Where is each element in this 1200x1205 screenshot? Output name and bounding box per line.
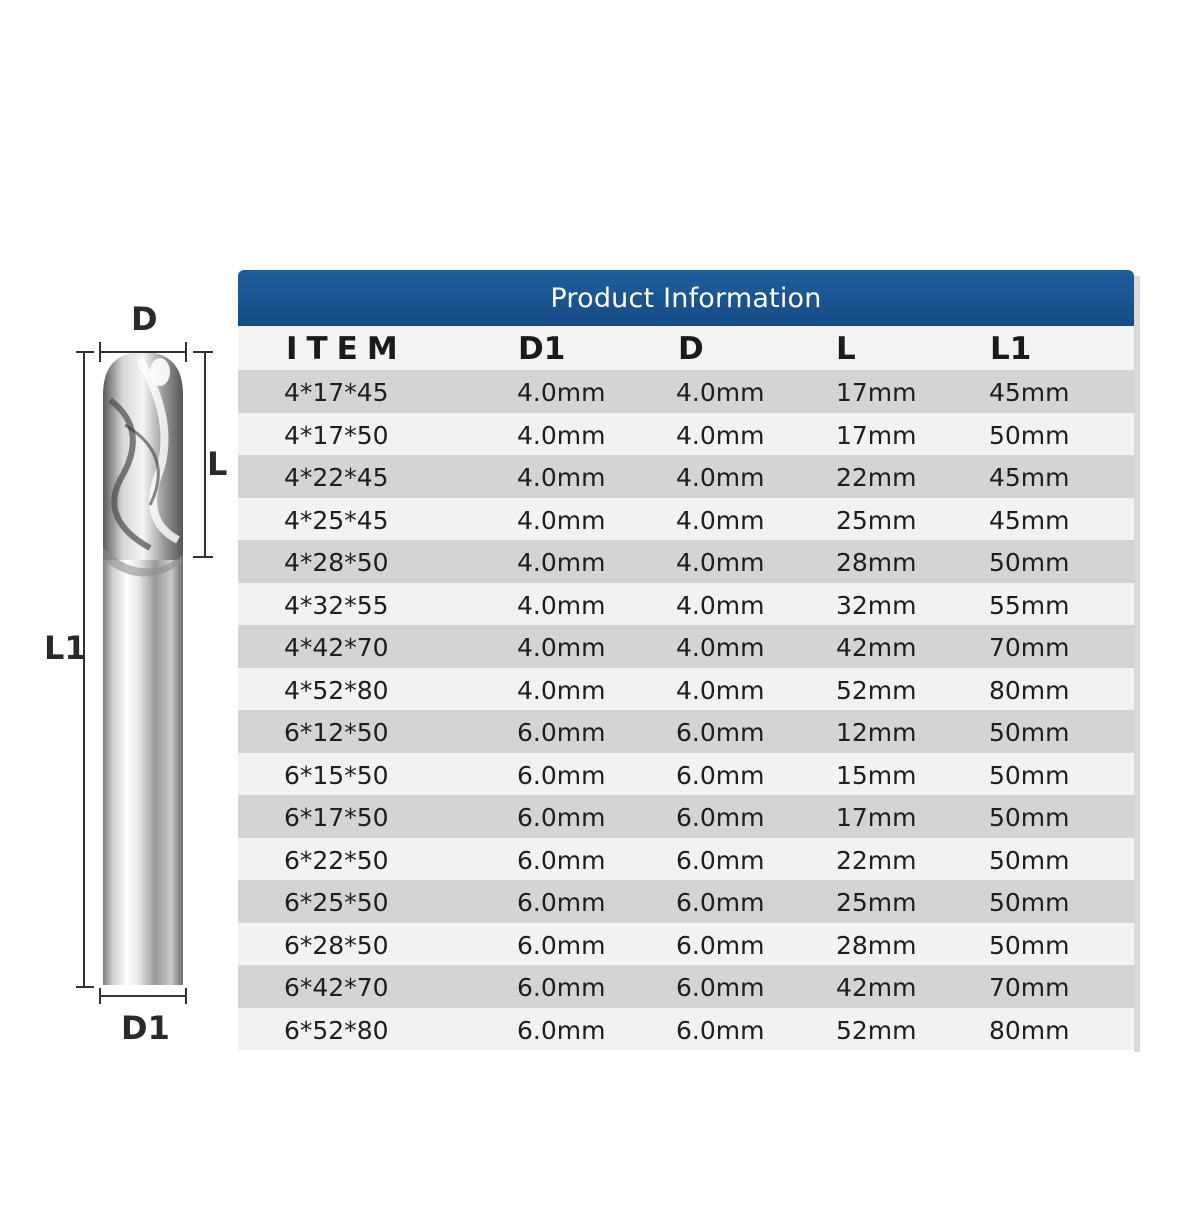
cell-l1: 50mm: [989, 718, 1070, 747]
column-header-item: ITEM: [286, 331, 407, 367]
cell-d1: 6.0mm: [517, 1015, 606, 1045]
column-header-d: D: [678, 331, 704, 367]
cell-item: 4*17*50: [284, 420, 389, 450]
cell-d: 6.0mm: [676, 845, 765, 875]
cell-d1: 4.0mm: [517, 378, 606, 407]
cell-l: 25mm: [836, 888, 917, 917]
cell-item: 6*12*50: [284, 718, 389, 747]
cell-l1: 50mm: [989, 760, 1070, 790]
cell-l: 12mm: [836, 718, 917, 747]
cell-item: 6*52*80: [284, 1015, 389, 1045]
cell-item: 4*17*45: [284, 378, 389, 407]
dimension-label-l: L: [207, 445, 228, 483]
cell-d: 6.0mm: [676, 718, 765, 747]
cell-item: 6*17*50: [284, 803, 389, 832]
cell-item: 6*25*50: [284, 888, 389, 917]
cell-l1: 50mm: [989, 930, 1070, 960]
table-row: [238, 583, 1134, 626]
column-header-row: [238, 326, 1134, 370]
cell-l: 42mm: [836, 633, 917, 662]
cell-l1: 70mm: [989, 973, 1070, 1002]
cell-item: 4*28*50: [284, 548, 389, 577]
cell-d: 6.0mm: [676, 803, 765, 832]
cell-l1: 50mm: [989, 845, 1070, 875]
cell-l1: 50mm: [989, 420, 1070, 450]
cell-l: 52mm: [836, 675, 917, 705]
end-mill-diagram: [0, 0, 240, 1200]
column-header-l: L: [836, 331, 856, 367]
cell-d1: 4.0mm: [517, 505, 606, 535]
cell-item: 4*25*45: [284, 505, 389, 535]
cell-l: 25mm: [836, 505, 917, 535]
cell-l1: 80mm: [989, 675, 1070, 705]
table-row: [238, 625, 1134, 668]
cell-l1: 80mm: [989, 1015, 1070, 1045]
cell-d: 4.0mm: [676, 590, 765, 620]
cell-d: 4.0mm: [676, 463, 765, 492]
cell-d: 4.0mm: [676, 633, 765, 662]
table-row: [238, 498, 1134, 541]
cell-d1: 4.0mm: [517, 548, 606, 577]
table-row: [238, 965, 1134, 1008]
table-row: [238, 413, 1134, 456]
table-shadow: [1134, 276, 1140, 1052]
cell-d1: 4.0mm: [517, 420, 606, 450]
cell-l: 17mm: [836, 420, 917, 450]
cell-d1: 6.0mm: [517, 718, 606, 747]
cell-d1: 4.0mm: [517, 463, 606, 492]
table-row: [238, 370, 1134, 413]
cell-d1: 4.0mm: [517, 633, 606, 662]
cell-d1: 4.0mm: [517, 675, 606, 705]
cell-d: 4.0mm: [676, 675, 765, 705]
cell-d: 6.0mm: [676, 1015, 765, 1045]
cell-l1: 50mm: [989, 548, 1070, 577]
cell-l1: 70mm: [989, 633, 1070, 662]
dimension-label-d: D: [131, 300, 158, 338]
dimension-label-l1: L1: [44, 629, 87, 667]
cell-l: 52mm: [836, 1015, 917, 1045]
cell-d: 6.0mm: [676, 973, 765, 1002]
cell-l: 22mm: [836, 845, 917, 875]
cell-item: 4*32*55: [284, 590, 389, 620]
table-row: [238, 1008, 1134, 1051]
table-title-bar: [238, 270, 1134, 326]
cell-d1: 6.0mm: [517, 845, 606, 875]
cell-l: 22mm: [836, 463, 917, 492]
cell-item: 6*28*50: [284, 930, 389, 960]
cell-item: 6*42*70: [284, 973, 389, 1002]
product-information-table: [238, 270, 1134, 1052]
cell-l1: 55mm: [989, 590, 1070, 620]
table-row: [238, 455, 1134, 498]
cell-d: 4.0mm: [676, 420, 765, 450]
cell-d1: 6.0mm: [517, 930, 606, 960]
table-title: Product Information: [550, 283, 822, 314]
cell-item: 4*22*45: [284, 463, 389, 492]
ball-end-mill-image: [0, 0, 240, 1200]
cell-d1: 6.0mm: [517, 973, 606, 1002]
cell-d: 4.0mm: [676, 548, 765, 577]
cell-d1: 6.0mm: [517, 760, 606, 790]
table-row: [238, 753, 1134, 796]
table-row: [238, 540, 1134, 583]
cell-l1: 50mm: [989, 888, 1070, 917]
cell-d: 6.0mm: [676, 760, 765, 790]
cell-item: 4*42*70: [284, 633, 389, 662]
cell-l: 42mm: [836, 973, 917, 1002]
cell-l: 17mm: [836, 378, 917, 407]
cell-l: 28mm: [836, 930, 917, 960]
cell-l1: 50mm: [989, 803, 1070, 832]
cell-l1: 45mm: [989, 505, 1070, 535]
cell-item: 6*22*50: [284, 845, 389, 875]
column-header-d1: D1: [518, 331, 566, 367]
cell-l: 15mm: [836, 760, 917, 790]
cell-item: 4*52*80: [284, 675, 389, 705]
cell-l1: 45mm: [989, 463, 1070, 492]
table-row: [238, 710, 1134, 753]
dimension-label-d1: D1: [121, 1009, 170, 1047]
cell-l: 28mm: [836, 548, 917, 577]
cell-l1: 45mm: [989, 378, 1070, 407]
column-header-l1: L1: [990, 331, 1032, 367]
cell-l: 17mm: [836, 803, 917, 832]
cell-d1: 6.0mm: [517, 803, 606, 832]
cell-d1: 6.0mm: [517, 888, 606, 917]
cell-d: 6.0mm: [676, 888, 765, 917]
cell-d1: 4.0mm: [517, 590, 606, 620]
cell-item: 6*15*50: [284, 760, 389, 790]
cell-l: 32mm: [836, 590, 917, 620]
table-row: [238, 668, 1134, 711]
table-row: [238, 880, 1134, 923]
cell-d: 4.0mm: [676, 378, 765, 407]
cell-d: 6.0mm: [676, 930, 765, 960]
cell-d: 4.0mm: [676, 505, 765, 535]
table-body: [238, 370, 1134, 1050]
table-row: [238, 795, 1134, 838]
table-row: [238, 923, 1134, 966]
table-row: [238, 838, 1134, 881]
